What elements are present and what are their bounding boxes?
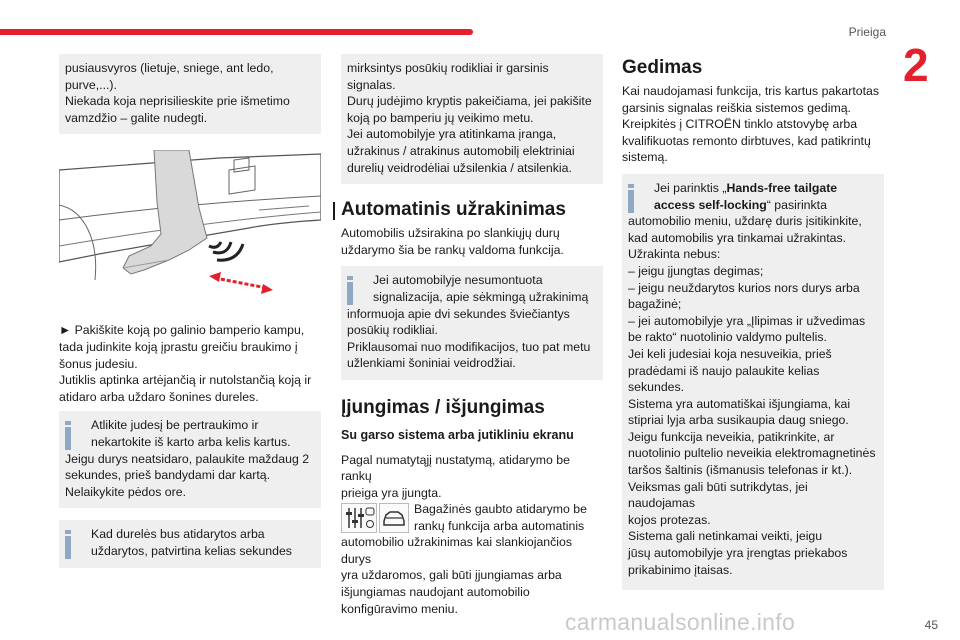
car-icon [379,503,409,533]
info-icon [347,276,353,305]
chapter-number: 2 [903,39,929,91]
info-box-continued-2: mirksintys posūkių rodikliai ir garsinis signalas. Durų judėjimo kryptis pakeičiama, jei pakišite koją po bamperiu jų veikimo metu. Jei automobilyje yra atitinkama įranga, užrakinus / atrakinus automobilį elektriniai durelių veidrodėliai užsilenkia / atsilenkia. [341,54,603,184]
info-box-confirmation: Kad durelės bus atidarytos arba uždarytos, patvirtina kelias sekundes [59,520,321,567]
info-icon [65,530,71,559]
fault-paragraph: Kai naudojamasi funkcija, tris kartus pakartotas garsinis signalas reiškia sistemos gedimą. Kreipkitės į CITROËN tinklo atstovybę arba kvalifikuotas remonto dirbtuves, kad patikrintų sistemą. [622,84,879,165]
column-2 [341,54,603,617]
info-box-gesture: Atlikite judesį be pertraukimo ir nekartokite iš karto arba kelis kartus. Jeigu durys neatsidaro, palaukite maždaug 2 sekundes, prieš bandydami dar kartą. Nelaikykite pėdos ore. [59,411,321,508]
section-title: Prieiga [848,25,886,39]
subheading-audio-touchscreen: Su garso sistema arba jutikliniu ekranu [341,427,574,442]
column-3 [622,56,884,590]
activation-tail-paragraph: automobilio užrakinimas kai slankiojančios durys yra uždaromos, gali būti įjungiamas arba išjungiamas naudojant automobilio konfigūravimo meniu. [341,535,573,616]
info-icon [628,184,634,213]
heading-activation: Įjungimas / išjungimas [341,396,545,418]
heading-fault: Gedimas [622,57,703,78]
info-box-alarm: Jei automobilyje nesumontuota signalizacija, apie sėkmingą užrakinimą informuoja apie dvi sekundes šviečiantys posūkių rodikliai. Priklausomai nuo modifikacijos, tuo pat metu užlenkiami šoniniai veidrodžiai. [341,266,603,380]
info-icon [65,421,71,450]
locking-paragraph: Automobilis užsirakina po slankiųjų durų uždarymo šia be rankų valdoma funkcija. [341,226,564,257]
icon-description: Bagažinės gaubto atidarymo be rankų funkcija arba automatinis [341,501,603,534]
activation-paragraph: Pagal numatytąjį nustatymą, atidarymo be rankų prieiga yra įjungta. [341,452,570,500]
watermark: carmanualsonline.info [565,609,796,635]
page-number: 45 [924,618,938,632]
foot-sensor-illustration [59,150,321,302]
top-accent-bar [0,29,473,35]
heading-automatic-locking: Automatinis užrakinimas [341,198,603,221]
info-box-self-locking: Jei parinktis „Hands-free tailgate access self-locking“ pasirinkta automobilio meniu, uždarę duris įsitikinkite, kad automobilis yra tinkamai užrakintas. Užrakinta nebus: – jeigu įjungtas degimas; – jeigu neuždarytos kurios nors durys arba bagažinė; – jei automobilyje yra „Įlipimas ir užvedimas be rakto“ nuotolinio valdymo pultelis. Jei keli judesiai koja nesuveikia, prieš pradėdami iš naujo palaukite kelias sekundes. Sistema yra automatiškai išjungiama, kai stipriai lyja arba susikaupia daug sniego. Jeigu funkcija neveikia, patikrinkite, ar nuotolinio pultelio neveikia elektromagnetinės taršos šaltinis (išmanusis telefonas ir kt.). Veiksmas gali būti sutrikdytas, jei naudojamas kojos protezas. Sistema gali netinkamai veikti, jeigu jūsų automobilyje yra įrengtas priekabos prikabinimo įtaisas. [622,174,884,590]
instruction-paragraph: ► Pakiškite koją po galinio bamperio kampu, tada judinkite koją įprastu greičiu braukimo į šonus judesiu. Jutiklis aptinka artėjančią ir nutolstančią koją ir atidaro arba uždaro šonines dureles. [59,323,312,404]
info-box-continued: pusiausvyros (lietuje, sniege, ant ledo, purve,...). Niekada koja neprisilieskite prie išmetimo vamzdžio – galite nudegti. [59,54,321,134]
settings-sliders-icon [341,503,377,533]
column-1 [59,54,321,568]
